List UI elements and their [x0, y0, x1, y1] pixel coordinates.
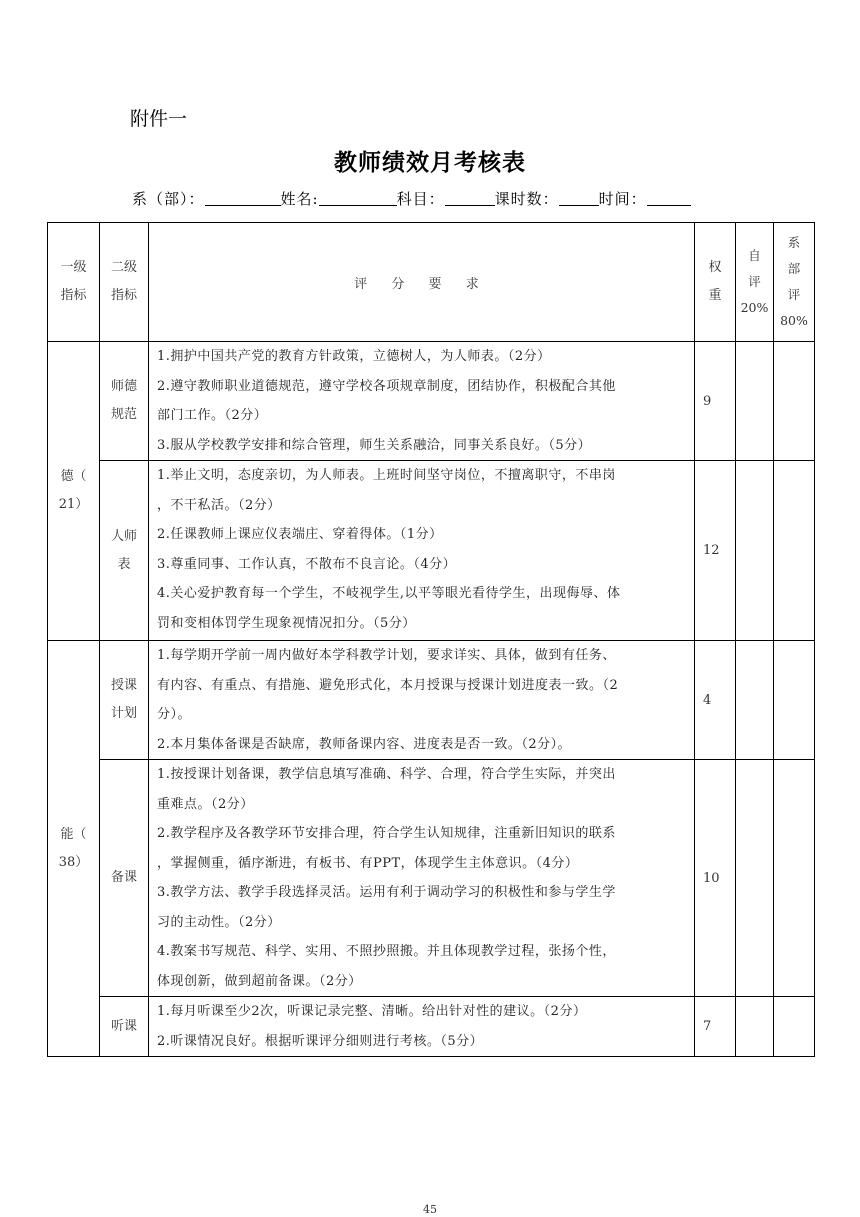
dept-blank[interactable] [205, 191, 281, 206]
requirement-line: 1.每学期开学前一周内做好本学科教学计划，要求详实、具体，做到有任务、 [157, 648, 616, 663]
assessment-table [47, 222, 815, 1057]
requirements-cell [149, 760, 695, 997]
level2-cell: 授课 计划 [100, 641, 149, 760]
dept-score-cell[interactable] [774, 641, 815, 760]
requirement-line: 2.听课情况良好。根据听课评分细则进行考核。（5分） [157, 1033, 484, 1049]
time-blank[interactable] [647, 191, 691, 206]
attachment-label: 附件一 [130, 108, 188, 130]
requirement-line: 3.尊重同事、工作认真，不散布不良言论。（4分） [157, 556, 457, 572]
name-blank[interactable] [319, 191, 397, 206]
name-label: 姓名: [280, 190, 319, 208]
requirement-line: ，掌握侧重，循序渐进，有板书、有PPT，体现学生主体意识。（4分） [157, 855, 579, 871]
requirement-line: 2.任课教师上课应仪表端庄、穿着得体。（1分） [157, 527, 443, 542]
requirement-line: 分）。 [157, 707, 192, 722]
self-score-cell[interactable] [736, 641, 774, 760]
hours-label: 课时数： [494, 190, 559, 208]
requirement-line: 罚和变相体罚学生现象视情况扣分。（5分） [157, 615, 416, 631]
table-row [48, 997, 815, 1057]
table-row [48, 641, 815, 760]
weight-cell: 7 [695, 997, 736, 1057]
subject-blank[interactable] [445, 191, 495, 206]
requirement-line: 部门工作。（2分） [157, 408, 268, 423]
requirements-cell [149, 641, 695, 760]
self-score-cell[interactable] [736, 997, 774, 1057]
dept-label: 系（部）： [132, 190, 205, 208]
requirement-line: 3.教学方法、教学手段选择灵活。运用有利于调动学习的积极性和参与学生学 [157, 885, 616, 900]
requirement-line: 1.举止文明，态度亲切，为人师表。上班时间坚守岗位，不擅离职守，不串岗 [157, 468, 616, 483]
requirement-line: 3.服从学校教学安排和综合管理，师生关系融洽，同事关系良好。（5分） [157, 437, 592, 453]
subject-label: 科目： [396, 190, 445, 208]
header-weight: 权 重 [695, 223, 736, 342]
table-row [48, 461, 815, 641]
weight-cell: 4 [695, 641, 736, 760]
dept-score-cell[interactable] [774, 461, 815, 641]
header-row [48, 223, 815, 342]
page-number: 45 [423, 1203, 437, 1216]
header-requirements: 评 分 要 求 [149, 223, 695, 342]
requirement-line: 1.每月听课至少2次，听课记录完整、清晰。给出针对性的建议。（2分） [157, 1004, 587, 1019]
level1-cell: 德（ 21） [48, 342, 100, 641]
level2-cell: 师德 规范 [100, 342, 149, 461]
self-score-cell[interactable] [736, 461, 774, 641]
requirement-line: 体现创新，做到超前备课。（2分） [157, 973, 362, 989]
self-score-cell[interactable] [736, 342, 774, 461]
header-self-score: 自 评 20% [736, 223, 774, 342]
requirement-line: 1.拥护中国共产党的教育方针政策，立德树人，为人师表。（2分） [157, 349, 551, 364]
level1-cell: 能（ 38） [48, 641, 100, 1057]
page-title: 教师绩效月考核表 [334, 149, 526, 176]
table-row [48, 760, 815, 997]
weight-cell: 9 [695, 342, 736, 461]
weight-cell: 10 [695, 760, 736, 997]
requirement-line: ，不干私活。（2分） [157, 497, 281, 513]
requirement-line: 有内容、有重点、有措施、避免形式化，本月授课与授课计划进度表一致。（2 [157, 677, 619, 693]
requirements-cell [149, 342, 695, 461]
hours-blank[interactable] [559, 191, 599, 206]
info-line [132, 188, 691, 209]
requirement-line: 习的主动性。（2分） [157, 914, 281, 930]
requirements-cell [149, 997, 695, 1057]
header-dept-score: 系 部 评 80% [774, 223, 815, 342]
level2-cell: 人师 表 [100, 461, 149, 641]
level2-cell: 备课 [100, 760, 149, 997]
requirements-cell [149, 461, 695, 641]
dept-score-cell[interactable] [774, 997, 815, 1057]
requirement-line: 1.按授课计划备课，教学信息填写准确、科学、合理，符合学生实际，并突出 [157, 767, 616, 782]
header-level2: 二级 指标 [100, 223, 149, 342]
weight-cell: 12 [695, 461, 736, 641]
dept-score-cell[interactable] [774, 342, 815, 461]
requirement-line: 4.关心爱护教育每一个学生，不岐视学生,以平等眼光看待学生，出现侮辱、体 [157, 586, 621, 601]
self-score-cell[interactable] [736, 760, 774, 997]
time-label: 时间： [598, 190, 647, 208]
dept-score-cell[interactable] [774, 760, 815, 997]
table-row [48, 342, 815, 461]
requirement-line: 4.教案书写规范、科学、实用、不照抄照搬。并且体现教学过程，张扬个性， [157, 944, 616, 959]
level2-cell: 听课 [100, 997, 149, 1057]
requirement-line: 2.教学程序及各教学环节安排合理，符合学生认知规律，注重新旧知识的联系 [157, 826, 616, 841]
requirement-line: 2.遵守教师职业道德规范，遵守学校各项规章制度，团结协作，积极配合其他 [157, 378, 616, 394]
requirement-line: 重难点。（2分） [157, 796, 254, 812]
requirement-line: 2.本月集体备课是否缺席，教师备课内容、进度表是否一致。（2分）。 [157, 736, 572, 752]
header-level1: 一级 指标 [48, 223, 100, 342]
